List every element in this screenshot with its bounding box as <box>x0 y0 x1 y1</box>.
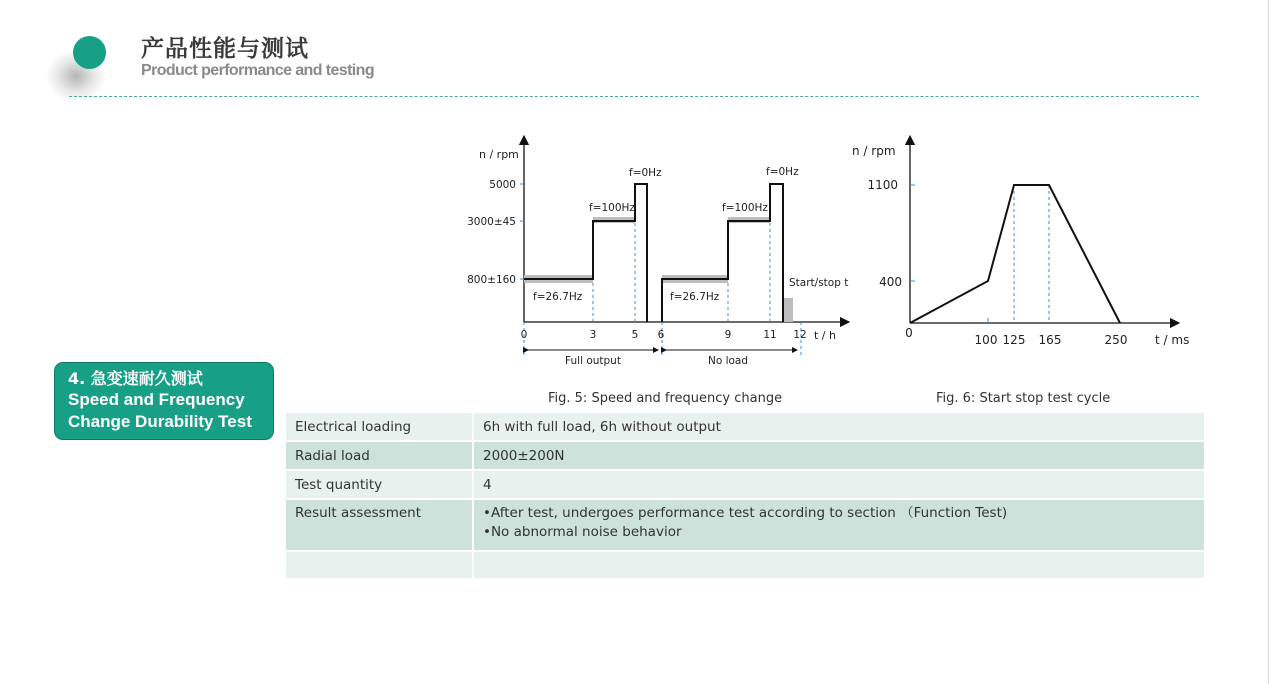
fig5-ytick-label-5000: 5000 <box>489 179 516 191</box>
row-value-test-quantity: 4 <box>473 470 1204 499</box>
fig6-ytick-label-1100: 1100 <box>867 178 898 192</box>
fig5-range-label-no-load: No load <box>707 355 749 367</box>
section-label-cn: 4. 急变速耐久测试 <box>68 369 203 388</box>
fig5-xtick-label-12: 12 <box>793 329 807 341</box>
fig5-band-startstop <box>784 298 793 322</box>
fig5-speed-frequency-chart <box>460 130 870 380</box>
fig5-xtick-label-5: 5 <box>631 329 639 341</box>
row-value-electrical-loading: 6h with full load, 6h without output <box>473 413 1204 441</box>
row-label-result-assessment <box>286 499 473 551</box>
result-assessment-line1: •After test, undergoes performance test according to section （Function Test) <box>483 505 1008 521</box>
fig6-xtick-label-125: 125 <box>1002 333 1026 347</box>
header-dot-icon <box>73 36 106 69</box>
table-row <box>286 499 1204 551</box>
fig6-xtick-label-165: 165 <box>1038 333 1062 347</box>
fig5-xtick-label-3: 3 <box>589 329 597 341</box>
fig6-y-label: n / rpm <box>852 144 896 158</box>
row-label-test-quantity: Test quantity <box>286 470 473 499</box>
fig6-xtick-label-100: 100 <box>974 333 998 347</box>
fig5-annot-f100-a: f=100Hz <box>589 202 635 214</box>
fig5-ytick-label-3000: 3000±45 <box>467 216 516 228</box>
fig5-x-label: t / h <box>814 329 836 342</box>
empty-cell <box>473 551 1204 579</box>
row-label-electrical-loading: Electrical loading <box>286 413 473 441</box>
fig6-start-stop-chart <box>845 130 1200 360</box>
table-row-empty <box>286 551 1204 579</box>
right-edge-line <box>1268 0 1269 684</box>
fig6-caption: Fig. 6: Start stop test cycle <box>936 391 1111 406</box>
fig5-caption: Fig. 5: Speed and frequency change <box>548 391 783 406</box>
section-label-en-line2: Change Durability Test <box>68 412 252 431</box>
fig5-xtick-label-9: 9 <box>724 329 732 341</box>
row-label-radial-load: Radial load <box>286 441 473 470</box>
result-assessment-line2: •No abnormal noise behavior <box>483 524 682 540</box>
page-title-en: Product performance and testing <box>141 62 374 79</box>
fig6-cycle-profile <box>910 185 1120 323</box>
fig6-xtick-label-0: 0 <box>905 326 913 340</box>
fig5-ytick-label-800: 800±160 <box>467 274 516 286</box>
fig5-annot-f26-b: f=26.7Hz <box>670 291 720 303</box>
fig5-xtick-label-0: 0 <box>520 329 528 341</box>
fig6-x-label: t / ms <box>1155 333 1190 347</box>
fig5-y-label: n / rpm <box>479 148 519 161</box>
fig5-xtick-label-6: 6 <box>657 329 665 341</box>
row-value-radial-load: 2000±200N <box>473 441 1204 470</box>
fig5-xtick-label-11: 11 <box>763 329 777 341</box>
fig6-ytick-label-400: 400 <box>879 275 902 289</box>
table-row <box>286 470 1204 499</box>
empty-cell <box>286 551 473 579</box>
fig5-annot-startstop: Start/stop t <box>789 277 849 289</box>
page-title-cn: 产品性能与测试 <box>141 36 309 62</box>
row-value-result-assessment <box>473 499 1204 551</box>
fig5-annot-f0-a: f=0Hz <box>629 167 662 179</box>
table-row <box>286 441 1204 470</box>
spec-table <box>286 413 1204 580</box>
title-divider <box>69 96 1199 97</box>
row-label-result-assessment-text: Result assessment <box>295 505 422 521</box>
section-label-box <box>54 362 274 440</box>
fig6-xtick-label-250: 250 <box>1104 333 1128 347</box>
fig5-range-label-full-output: Full output <box>565 355 621 367</box>
fig5-annot-f100-b: f=100Hz <box>722 202 768 214</box>
table-row <box>286 413 1204 441</box>
fig5-annot-f0-b: f=0Hz <box>766 166 799 178</box>
section-label-en-line1: Speed and Frequency <box>68 390 245 409</box>
fig5-annot-f26-a: f=26.7Hz <box>533 291 583 303</box>
